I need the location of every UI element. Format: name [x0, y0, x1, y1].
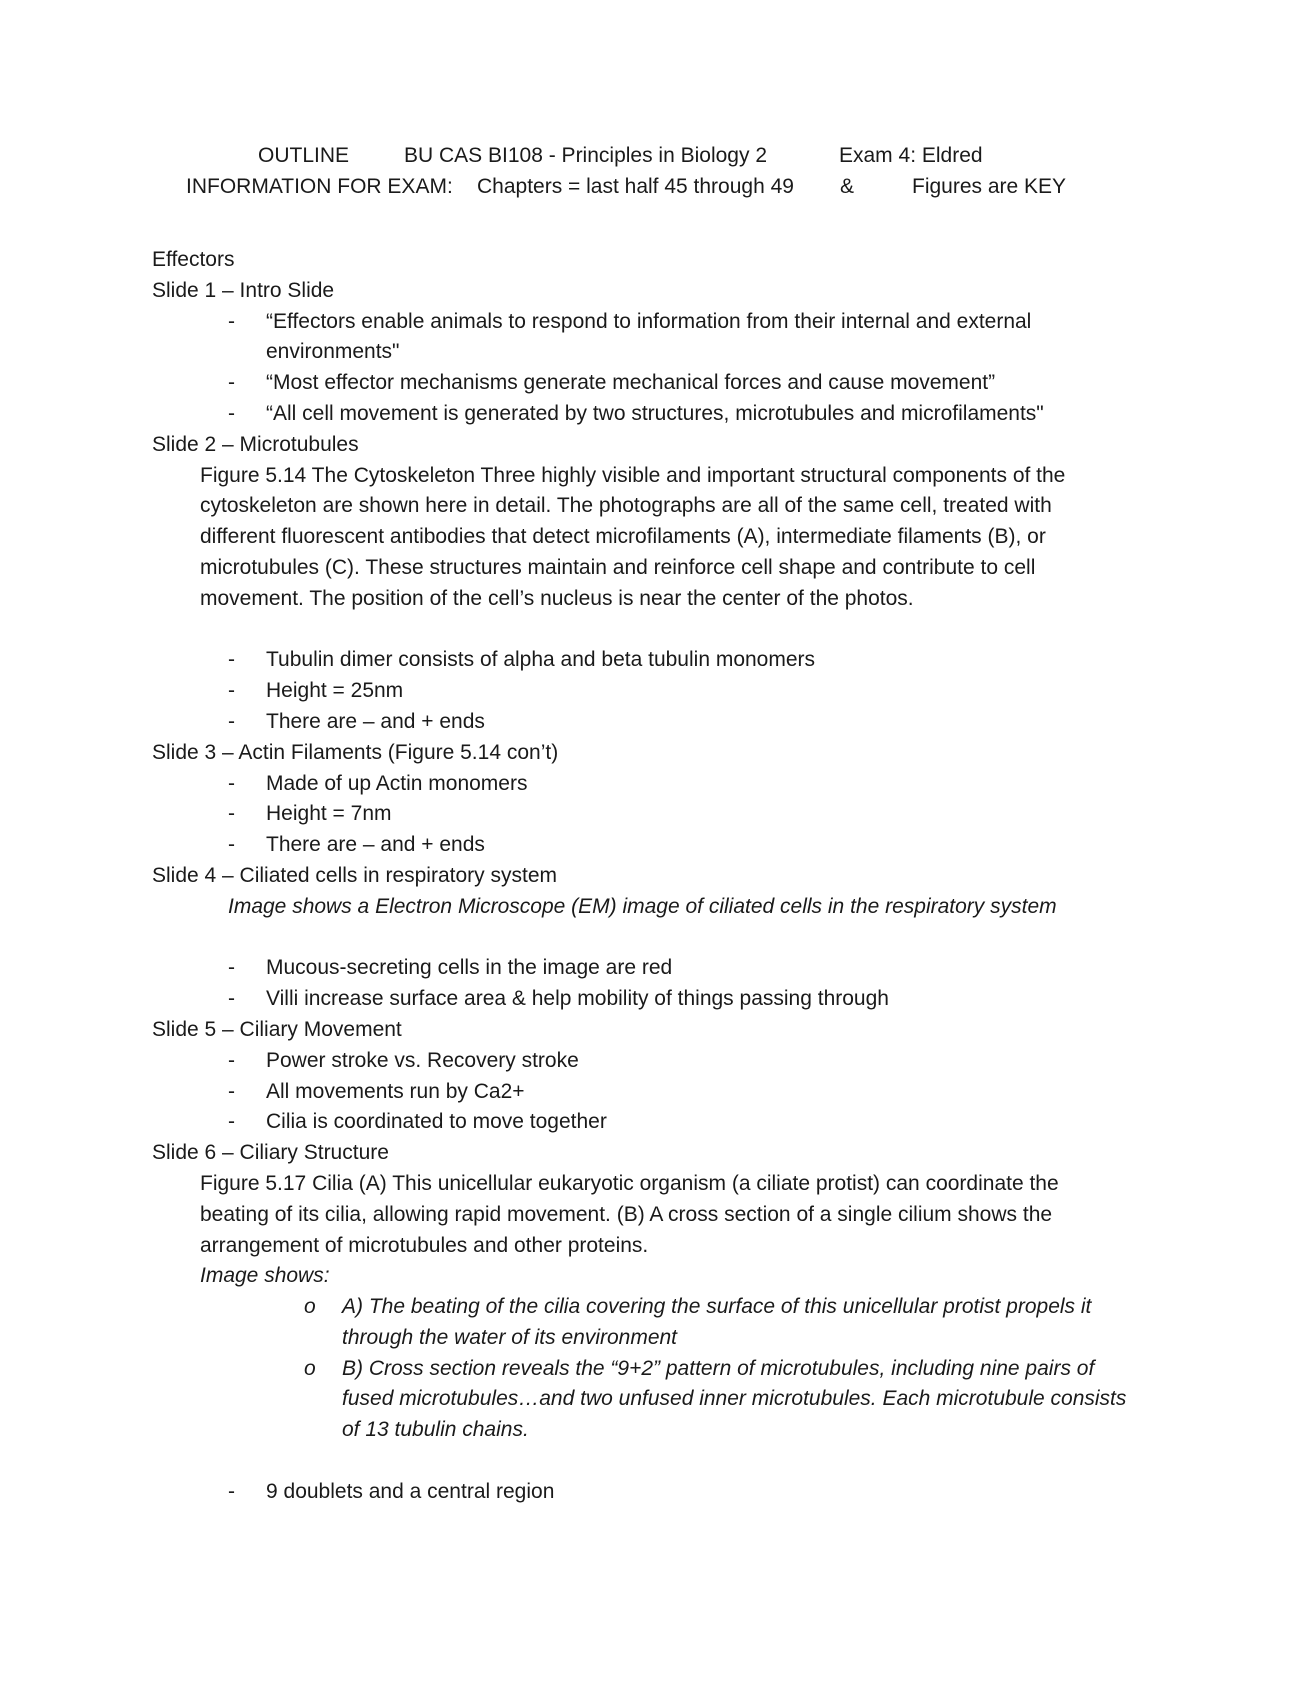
dash-marker: - [228, 1079, 235, 1103]
header-course: BU CAS BI108 - Principles in Biology 2 [404, 144, 767, 167]
figure-caption-5-17: Figure 5.17 Cilia (A) This unicellular eukaryotic organism (a ciliate protist) can coordinate the beating of its cilia, allowing rapid movement. (B) A cross section of a single cilium shows the arrangement of microtubules and other proteins. [200, 1171, 1059, 1257]
list-item [228, 1046, 1152, 1077]
list-item [228, 307, 1152, 369]
dash-marker: - [228, 401, 235, 425]
dash-marker: - [228, 371, 235, 395]
slide-4-title: Slide 4 – Ciliated cells in respiratory system [152, 863, 557, 887]
dash-marker: - [228, 1110, 235, 1134]
header-exam: Exam 4: Eldred [839, 144, 983, 167]
list-item [228, 830, 1152, 861]
bullet-text: There are – and + ends [266, 833, 485, 857]
slide-1-title: Slide 1 – Intro Slide [152, 278, 335, 302]
sub-item-text: A) The beating of the cilia covering the surface of this unicellular protist propels it through the water of its environment [342, 1295, 1092, 1349]
header-outline: OUTLINE [258, 144, 350, 167]
sub-list-item [304, 1292, 1152, 1354]
list-item [228, 799, 1152, 830]
list-item [228, 1077, 1152, 1108]
list-item [228, 368, 1152, 399]
list-item [228, 676, 1152, 707]
header-info: INFORMATION FOR EXAM: [186, 175, 453, 198]
slide-5-title: Slide 5 – Ciliary Movement [152, 1017, 402, 1041]
image-shows-label: Image shows: [200, 1264, 330, 1288]
dash-marker: - [228, 802, 235, 826]
bullet-text: 9 doublets and a central region [266, 1479, 555, 1503]
dash-marker: - [228, 1048, 235, 1072]
list-item [228, 1107, 1152, 1138]
slide-3-title: Slide 3 – Actin Filaments (Figure 5.14 con’t) [152, 740, 559, 764]
dash-marker: - [228, 1479, 235, 1503]
slide-2-title: Slide 2 – Microtubules [152, 432, 359, 456]
sub-item-text: B) Cross section reveals the “9+2” pattern of microtubules, including nine pairs of fused microtubules…and two unfused inner microtubules. Each microtubule consists of 13 tubulin chains. [342, 1356, 1127, 1442]
bullet-text: Height = 25nm [266, 679, 404, 703]
bullet-text: Tubulin dimer consists of alpha and beta tubulin monomers [266, 648, 816, 672]
list-item [228, 1477, 1152, 1508]
dash-marker: - [228, 987, 235, 1011]
bullet-text: Villi increase surface area & help mobility of things passing through [266, 987, 889, 1011]
bullet-text: Cilia is coordinated to move together [266, 1110, 607, 1134]
bullet-text: All movements run by Ca2+ [266, 1079, 525, 1103]
header-amp: & [840, 175, 855, 198]
dash-marker: - [228, 709, 235, 733]
figure-caption-5-14: Figure 5.14 The Cytoskeleton Three highly visible and important structural components of the cytoskeleton are shown here in detail. The photographs are all of the same cell, treated with different fluorescent antibodies that detect microfilaments (A), intermediate filaments (B), or microtubules (C). These structures maintain and reinforce cell shape and contribute to cell movement. The position of the cell’s nucleus is near the center of the photos. [200, 463, 1066, 610]
dash-marker: - [228, 309, 235, 333]
bullet-text: Power stroke vs. Recovery stroke [266, 1048, 579, 1072]
outline-body [152, 245, 1152, 1508]
dash-marker: - [228, 648, 235, 672]
bullet-text: “Effectors enable animals to respond to information from their internal and external environments" [266, 309, 1032, 364]
list-item [228, 984, 1152, 1015]
circle-marker: o [304, 1295, 316, 1319]
header-figures: Figures are KEY [912, 175, 1067, 198]
bullet-text: “Most effector mechanisms generate mechanical forces and cause movement” [266, 371, 996, 395]
bullet-text: “All cell movement is generated by two structures, microtubules and microfilaments" [266, 401, 1044, 425]
bullet-text: Height = 7nm [266, 802, 392, 826]
bullet-text: Made of up Actin monomers [266, 771, 528, 795]
circle-marker: o [304, 1356, 316, 1380]
list-item [228, 645, 1152, 676]
dash-marker: - [228, 679, 235, 703]
bullet-text: There are – and + ends [266, 709, 485, 733]
dash-marker: - [228, 956, 235, 980]
image-note: Image shows a Electron Microscope (EM) image of ciliated cells in the respiratory system [228, 894, 1057, 918]
list-item [228, 707, 1152, 738]
sub-list-item [304, 1354, 1152, 1446]
bullet-text: Mucous-secreting cells in the image are red [266, 956, 673, 980]
dash-marker: - [228, 833, 235, 857]
list-item [228, 769, 1152, 800]
list-item [228, 399, 1152, 430]
list-item [228, 953, 1152, 984]
header-chapters: Chapters = last half 45 through 49 [477, 175, 794, 198]
dash-marker: - [228, 771, 235, 795]
slide-6-title: Slide 6 – Ciliary Structure [152, 1141, 389, 1165]
section-effectors: Effectors [152, 248, 235, 271]
